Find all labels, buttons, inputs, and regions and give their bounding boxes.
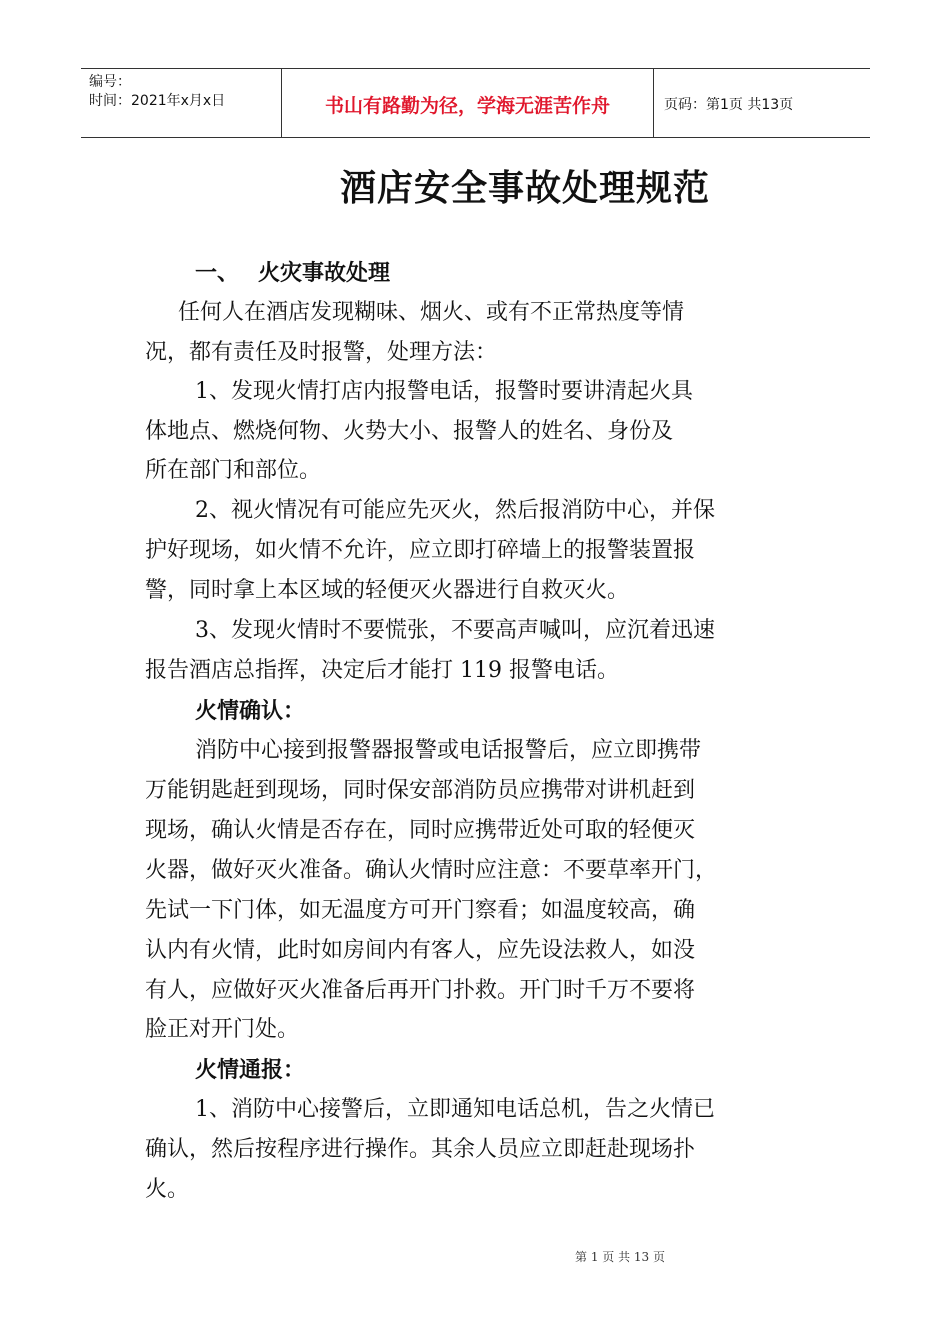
header-motto: 书山有路勤为径，学海无涯苦作舟 bbox=[324, 95, 610, 117]
document-header bbox=[81, 68, 870, 138]
header-meta bbox=[81, 69, 281, 137]
body-line: 护好现场，如火情不允许，应立即打碎墙上的报警装置报 bbox=[145, 538, 696, 563]
body-line: 先试一下门体，如无温度方可开门察看；如温度较高，确 bbox=[145, 898, 696, 923]
page-footer: 第 1 页 共 13 页 bbox=[575, 1250, 665, 1264]
body-line: 所在部门和部位。 bbox=[145, 458, 322, 483]
body-line: 况，都有责任及时报警，处理方法： bbox=[145, 340, 498, 365]
body-line: 火器，做好灭火准备。确认火情时应注意：不要草率开门， bbox=[145, 858, 718, 883]
page-title: 酒店安全事故处理规范 bbox=[339, 167, 710, 209]
header-motto-cell bbox=[281, 69, 654, 137]
header-page-label: 页码：第1页 共13页 bbox=[664, 97, 794, 113]
body-line: 有人，应做好灭火准备后再开门扑救。开门时千万不要将 bbox=[145, 978, 696, 1003]
body-line: 3、发现火情时不要慌张，不要高声喊叫，应沉着迅速 bbox=[195, 618, 715, 643]
number-label: 编号： bbox=[89, 74, 131, 90]
body-line: 确认，然后按程序进行操作。其余人员应立即赶赴现场扑 bbox=[145, 1137, 696, 1162]
subheading-fire-report: 火情通报： bbox=[195, 1057, 306, 1083]
body-line: 火。 bbox=[145, 1177, 190, 1202]
subheading-fire-confirm: 火情确认： bbox=[195, 698, 306, 724]
body-line: 现场，确认火情是否存在，同时应携带近处可取的轻便灭 bbox=[145, 818, 696, 843]
section-title: 火灾事故处理 bbox=[258, 260, 391, 286]
body-line: 任何人在酒店发现糊味、烟火、或有不正常热度等情 bbox=[178, 300, 685, 325]
body-line: 万能钥匙赶到现场，同时保安部消防员应携带对讲机赶到 bbox=[145, 778, 696, 803]
section-number: 一、 bbox=[195, 260, 240, 286]
body-line: 体地点、燃烧何物、火势大小、报警人的姓名、身份及 bbox=[145, 419, 674, 444]
body-line: 警，同时拿上本区域的轻便灭火器进行自救灭火。 bbox=[145, 578, 630, 603]
body-line: 消防中心接到报警器报警或电话报警后，应立即携带 bbox=[195, 738, 702, 763]
body-line: 报告酒店总指挥，决定后才能打 119 报警电话。 bbox=[145, 658, 619, 683]
date-label: 时间：2021年x月x日 bbox=[89, 93, 226, 109]
body-line: 脸正对开门处。 bbox=[145, 1017, 300, 1042]
body-line: 2、视火情况有可能应先灭火，然后报消防中心，并保 bbox=[195, 498, 715, 523]
body-line: 1、发现火情打店内报警电话，报警时要讲清起火具 bbox=[195, 379, 693, 404]
body-line: 1、消防中心接警后，立即通知电话总机，告之火情已 bbox=[195, 1097, 715, 1122]
body-line: 认内有火情，此时如房间内有客人，应先设法救人，如没 bbox=[145, 938, 696, 963]
